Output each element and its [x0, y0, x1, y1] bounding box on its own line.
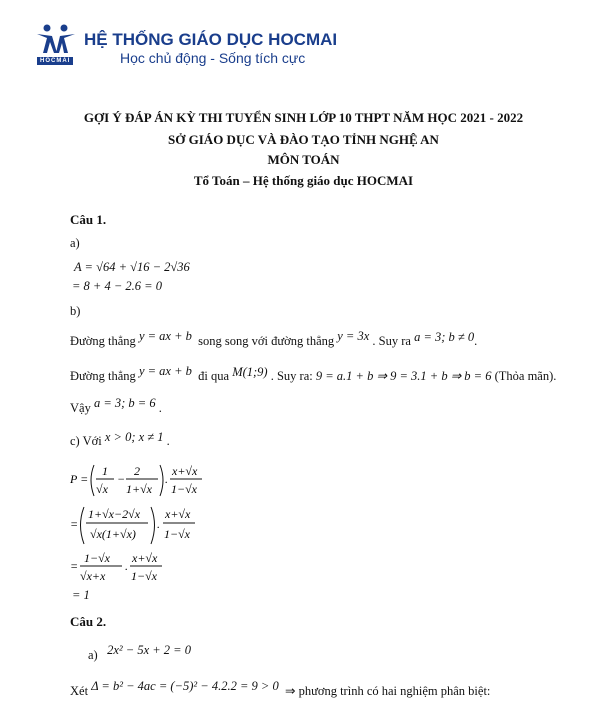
q1-b-line-1	[70, 329, 478, 349]
q1-c-expression-2	[68, 503, 218, 547]
b2-prefix: Đường thẳng	[70, 369, 136, 383]
svg-text:2: 2	[134, 464, 140, 478]
q1-c-expression-1	[68, 460, 218, 500]
svg-text:=: =	[70, 517, 79, 531]
b3-end: .	[158, 401, 162, 415]
b2-eq1: y = ax + b	[138, 364, 192, 378]
svg-text:√x+x: √x+x	[80, 569, 106, 583]
q2-delta-line	[70, 679, 491, 699]
q2-xet: Xét	[70, 684, 89, 698]
question-1-heading: Câu 1.	[70, 212, 107, 227]
svg-text:P =: P =	[70, 472, 89, 486]
b3-eq: a = 3; b = 6	[93, 396, 156, 410]
q2-a-label: a)	[88, 648, 98, 662]
org-title: HỆ THỐNG GIÁO DỤC HOCMAI	[84, 30, 338, 49]
q1-c-line	[70, 430, 170, 449]
c-cond: x > 0; x ≠ 1	[104, 430, 164, 444]
q2-a-line	[88, 643, 191, 663]
q1-a-equation-2: = 8 + 4 − 2.6 = 0	[72, 279, 162, 293]
svg-text:.: .	[125, 559, 128, 573]
svg-text:x+√x: x+√x	[132, 551, 158, 565]
doc-title-line-3: MÔN TOÁN	[267, 152, 340, 167]
q1-a-equation-1: A = √64 + √16 − 2√36	[74, 260, 190, 274]
q2-arrow: ⇒	[284, 684, 296, 698]
q1-c-expression-3	[68, 550, 218, 586]
svg-text:1: 1	[102, 464, 108, 478]
b1-eq2: y = 3x	[337, 329, 370, 343]
b2-eq3: 9 = a.1 + b ⇒ 9 = 3.1 + b ⇒ b = 6	[315, 369, 492, 383]
svg-text:1+√x: 1+√x	[126, 482, 153, 496]
c-end: .	[166, 434, 170, 448]
b1-mid: song song với đường thẳng	[198, 334, 335, 348]
b1-eq1: y = ax + b	[138, 329, 192, 343]
b1-eq3: a = 3; b ≠ 0	[414, 330, 475, 344]
q2-delta: Δ = b² − 4ac = (−5)² − 4.2.2 = 9 > 0	[91, 679, 279, 693]
svg-text:−: −	[117, 472, 126, 486]
svg-text:1+√x−2√x: 1+√x−2√x	[88, 507, 141, 521]
org-slogan: Học chủ động - Sống tích cực	[120, 50, 306, 66]
c-prefix: c) Với	[70, 434, 102, 448]
svg-text:1−√x: 1−√x	[164, 527, 191, 541]
hocmai-brand: HOCMAI	[37, 57, 73, 65]
doc-title-line-4: Tổ Toán – Hệ thống giáo dục HOCMAI	[193, 173, 414, 188]
q1-part-a-label: a)	[70, 236, 80, 250]
b2-end: (Thỏa mãn).	[494, 369, 557, 383]
q1-b-line-3	[70, 396, 162, 416]
svg-text:x+√x: x+√x	[172, 464, 198, 478]
b1-mid2: . Suy ra	[372, 334, 411, 348]
svg-text:1−√x: 1−√x	[84, 551, 111, 565]
svg-text:.: .	[165, 472, 168, 486]
b1-end: .	[474, 334, 478, 348]
svg-text:=: =	[70, 559, 79, 573]
svg-text:1−√x: 1−√x	[131, 569, 158, 583]
svg-text:1−√x: 1−√x	[171, 482, 198, 496]
b2-mid2: . Suy ra:	[270, 369, 313, 383]
b1-prefix: Đường thẳng	[70, 334, 136, 348]
hocmai-logo	[35, 24, 77, 66]
doc-title-line-2: SỞ GIÁO DỤC VÀ ĐÀO TẠO TỈNH NGHỆ AN	[168, 132, 439, 147]
hocmai-people-logo-icon	[35, 24, 77, 54]
b2-mid: đi qua	[198, 369, 230, 383]
svg-text:x+√x: x+√x	[165, 507, 191, 521]
question-2-heading: Câu 2.	[70, 614, 107, 629]
q2-a-eq: 2x² − 5x + 2 = 0	[107, 643, 191, 657]
q2-conclusion: phương trình có hai nghiệm phân biệt:	[298, 684, 491, 698]
svg-text:√x(1+√x): √x(1+√x)	[90, 527, 136, 541]
q1-part-b-label: b)	[70, 304, 81, 318]
doc-title-line-1: GỢI Ý ĐÁP ÁN KỲ THI TUYỂN SINH LỚP 10 THPT NĂM HỌC 2021 - 2022	[83, 110, 524, 125]
b2-eq2: M(1;9)	[232, 365, 268, 379]
q1-b-line-2	[70, 364, 557, 384]
b3-prefix: Vậy	[70, 401, 91, 415]
q1-c-result: = 1	[72, 588, 90, 602]
svg-text:.: .	[157, 517, 160, 531]
svg-text:√x: √x	[96, 482, 108, 496]
